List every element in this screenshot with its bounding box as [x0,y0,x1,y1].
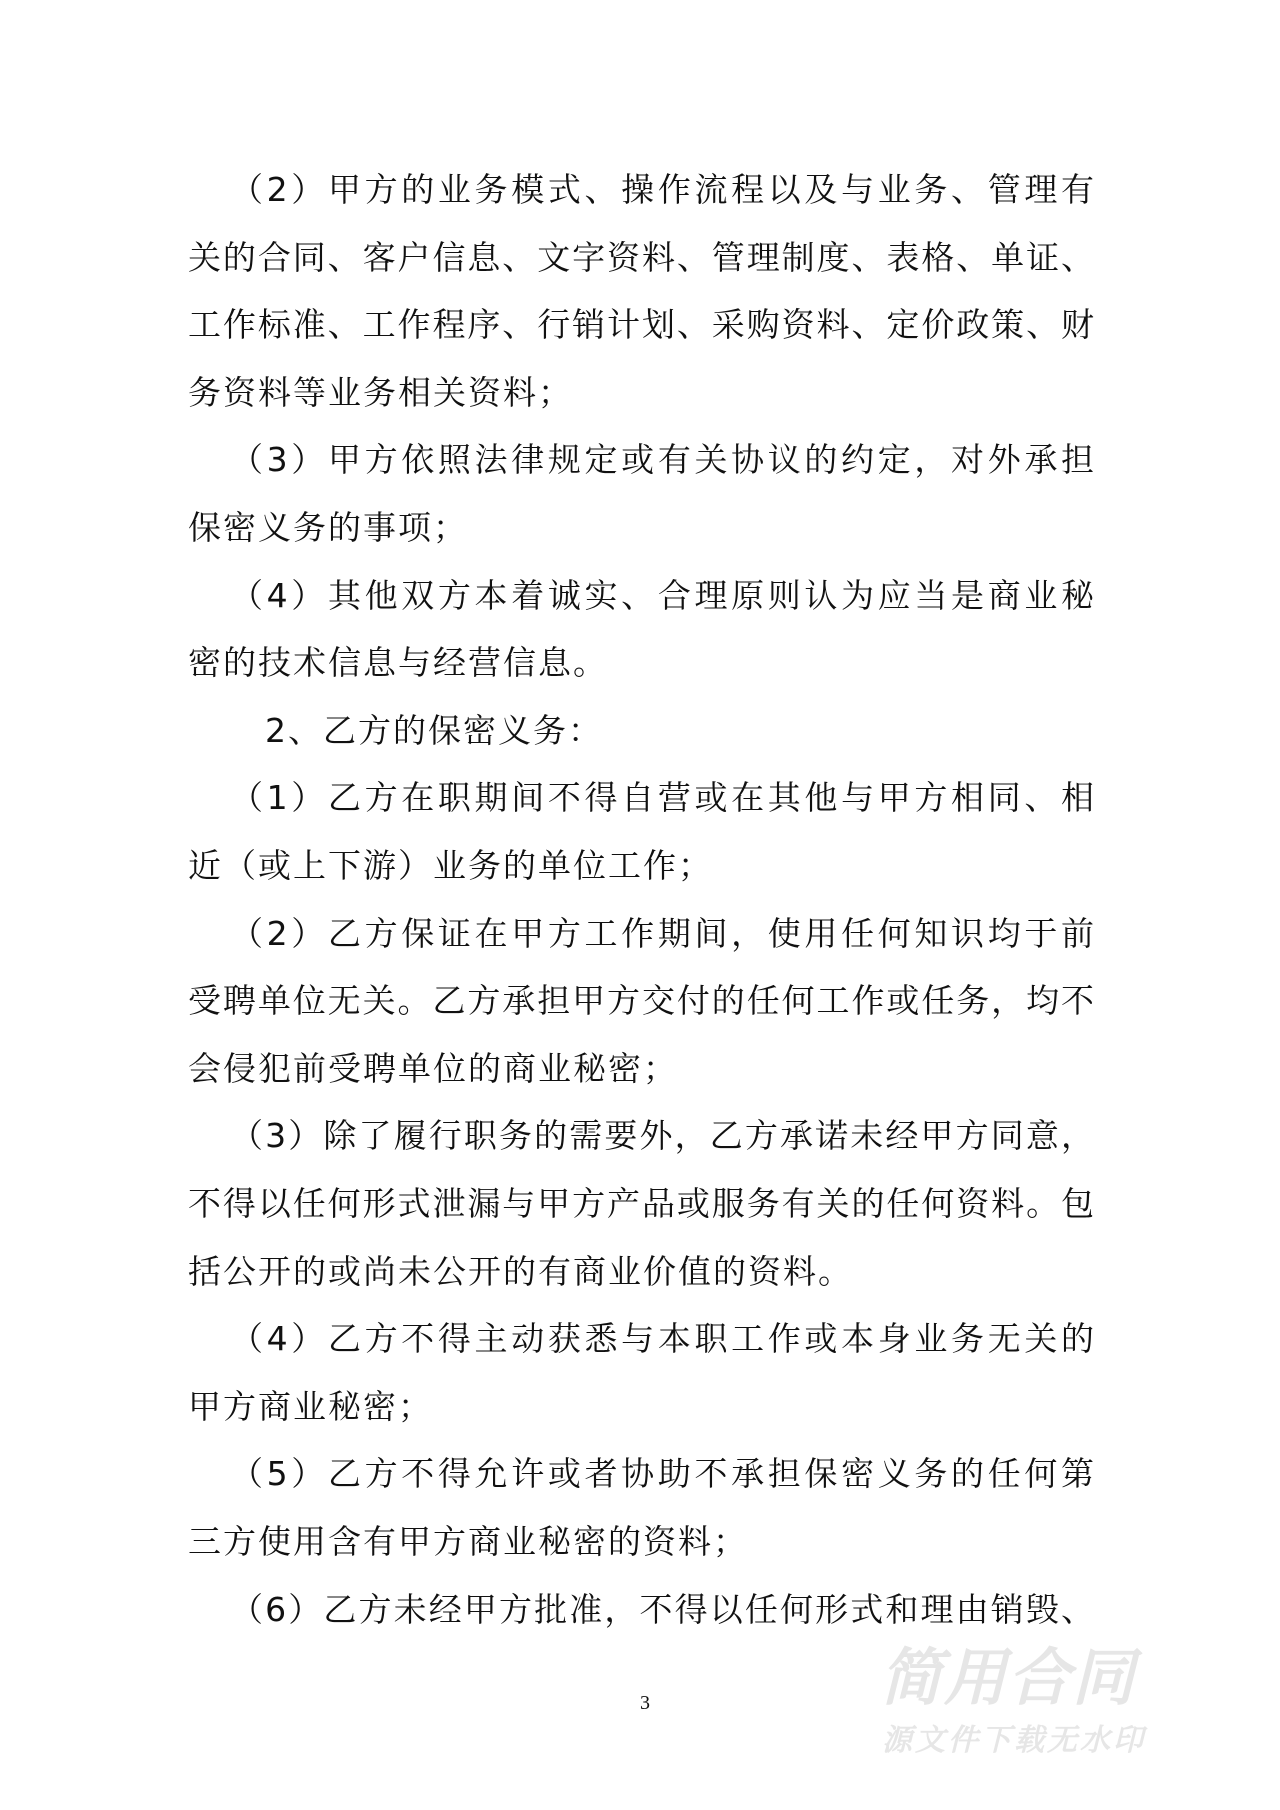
text-line: 不得以任何形式泄漏与甲方产品或服务有关的任何资料。包 [188,1184,1094,1223]
text-line: （1）乙方在职期间不得自营或在其他与甲方相同、相 [230,778,1094,818]
text-line: 受聘单位无关。乙方承担甲方交付的任何工作或任务，均不 [188,981,1094,1021]
text-line: （6）乙方未经甲方批准，不得以任何形式和理由销毁、 [230,1589,1094,1629]
text-line: （4）乙方不得主动获悉与本职工作或本身业务无关的 [230,1319,1094,1359]
text-line: 2、乙方的保密义务： [265,710,603,750]
text-line: 保密义务的事项； [188,508,468,547]
text-line: 括公开的或尚未公开的有商业价值的资料。 [188,1251,853,1291]
text-line: 关的合同、客户信息、文字资料、管理制度、表格、单证、 [188,237,1094,277]
text-line: 务资料等业务相关资料； [188,372,573,412]
text-line: （5）乙方不得允许或者协助不承担保密义务的任何第 [230,1454,1094,1494]
text-line: （3）甲方依照法律规定或有关协议的约定，对外承担 [230,440,1094,480]
text-line: 甲方商业秘密； [188,1386,433,1426]
page-number: 3 [640,1692,650,1714]
text-line: （2）乙方保证在甲方工作期间，使用任何知识均于前 [230,913,1094,953]
text-line: 工作标准、工作程序、行销计划、采购资料、定价政策、财 [188,305,1094,345]
text-line: 密的技术信息与经营信息。 [188,643,608,683]
watermark-subtitle: 源文件下载无水印 [882,1723,1146,1758]
text-line: （3）除了履行职务的需要外，乙方承诺未经甲方同意， [230,1116,1094,1156]
text-line: （2）甲方的业务模式、操作流程以及与业务、管理有 [230,170,1094,209]
text-line: 三方使用含有甲方商业秘密的资料； [188,1522,748,1561]
watermark-title: 简用合同 [880,1641,1137,1714]
text-line: 会侵犯前受聘单位的商业秘密； [188,1048,678,1088]
text-line: 近（或上下游）业务的单位工作； [188,846,713,885]
text-line: （4）其他双方本着诚实、合理原则认为应当是商业秘 [230,575,1094,615]
